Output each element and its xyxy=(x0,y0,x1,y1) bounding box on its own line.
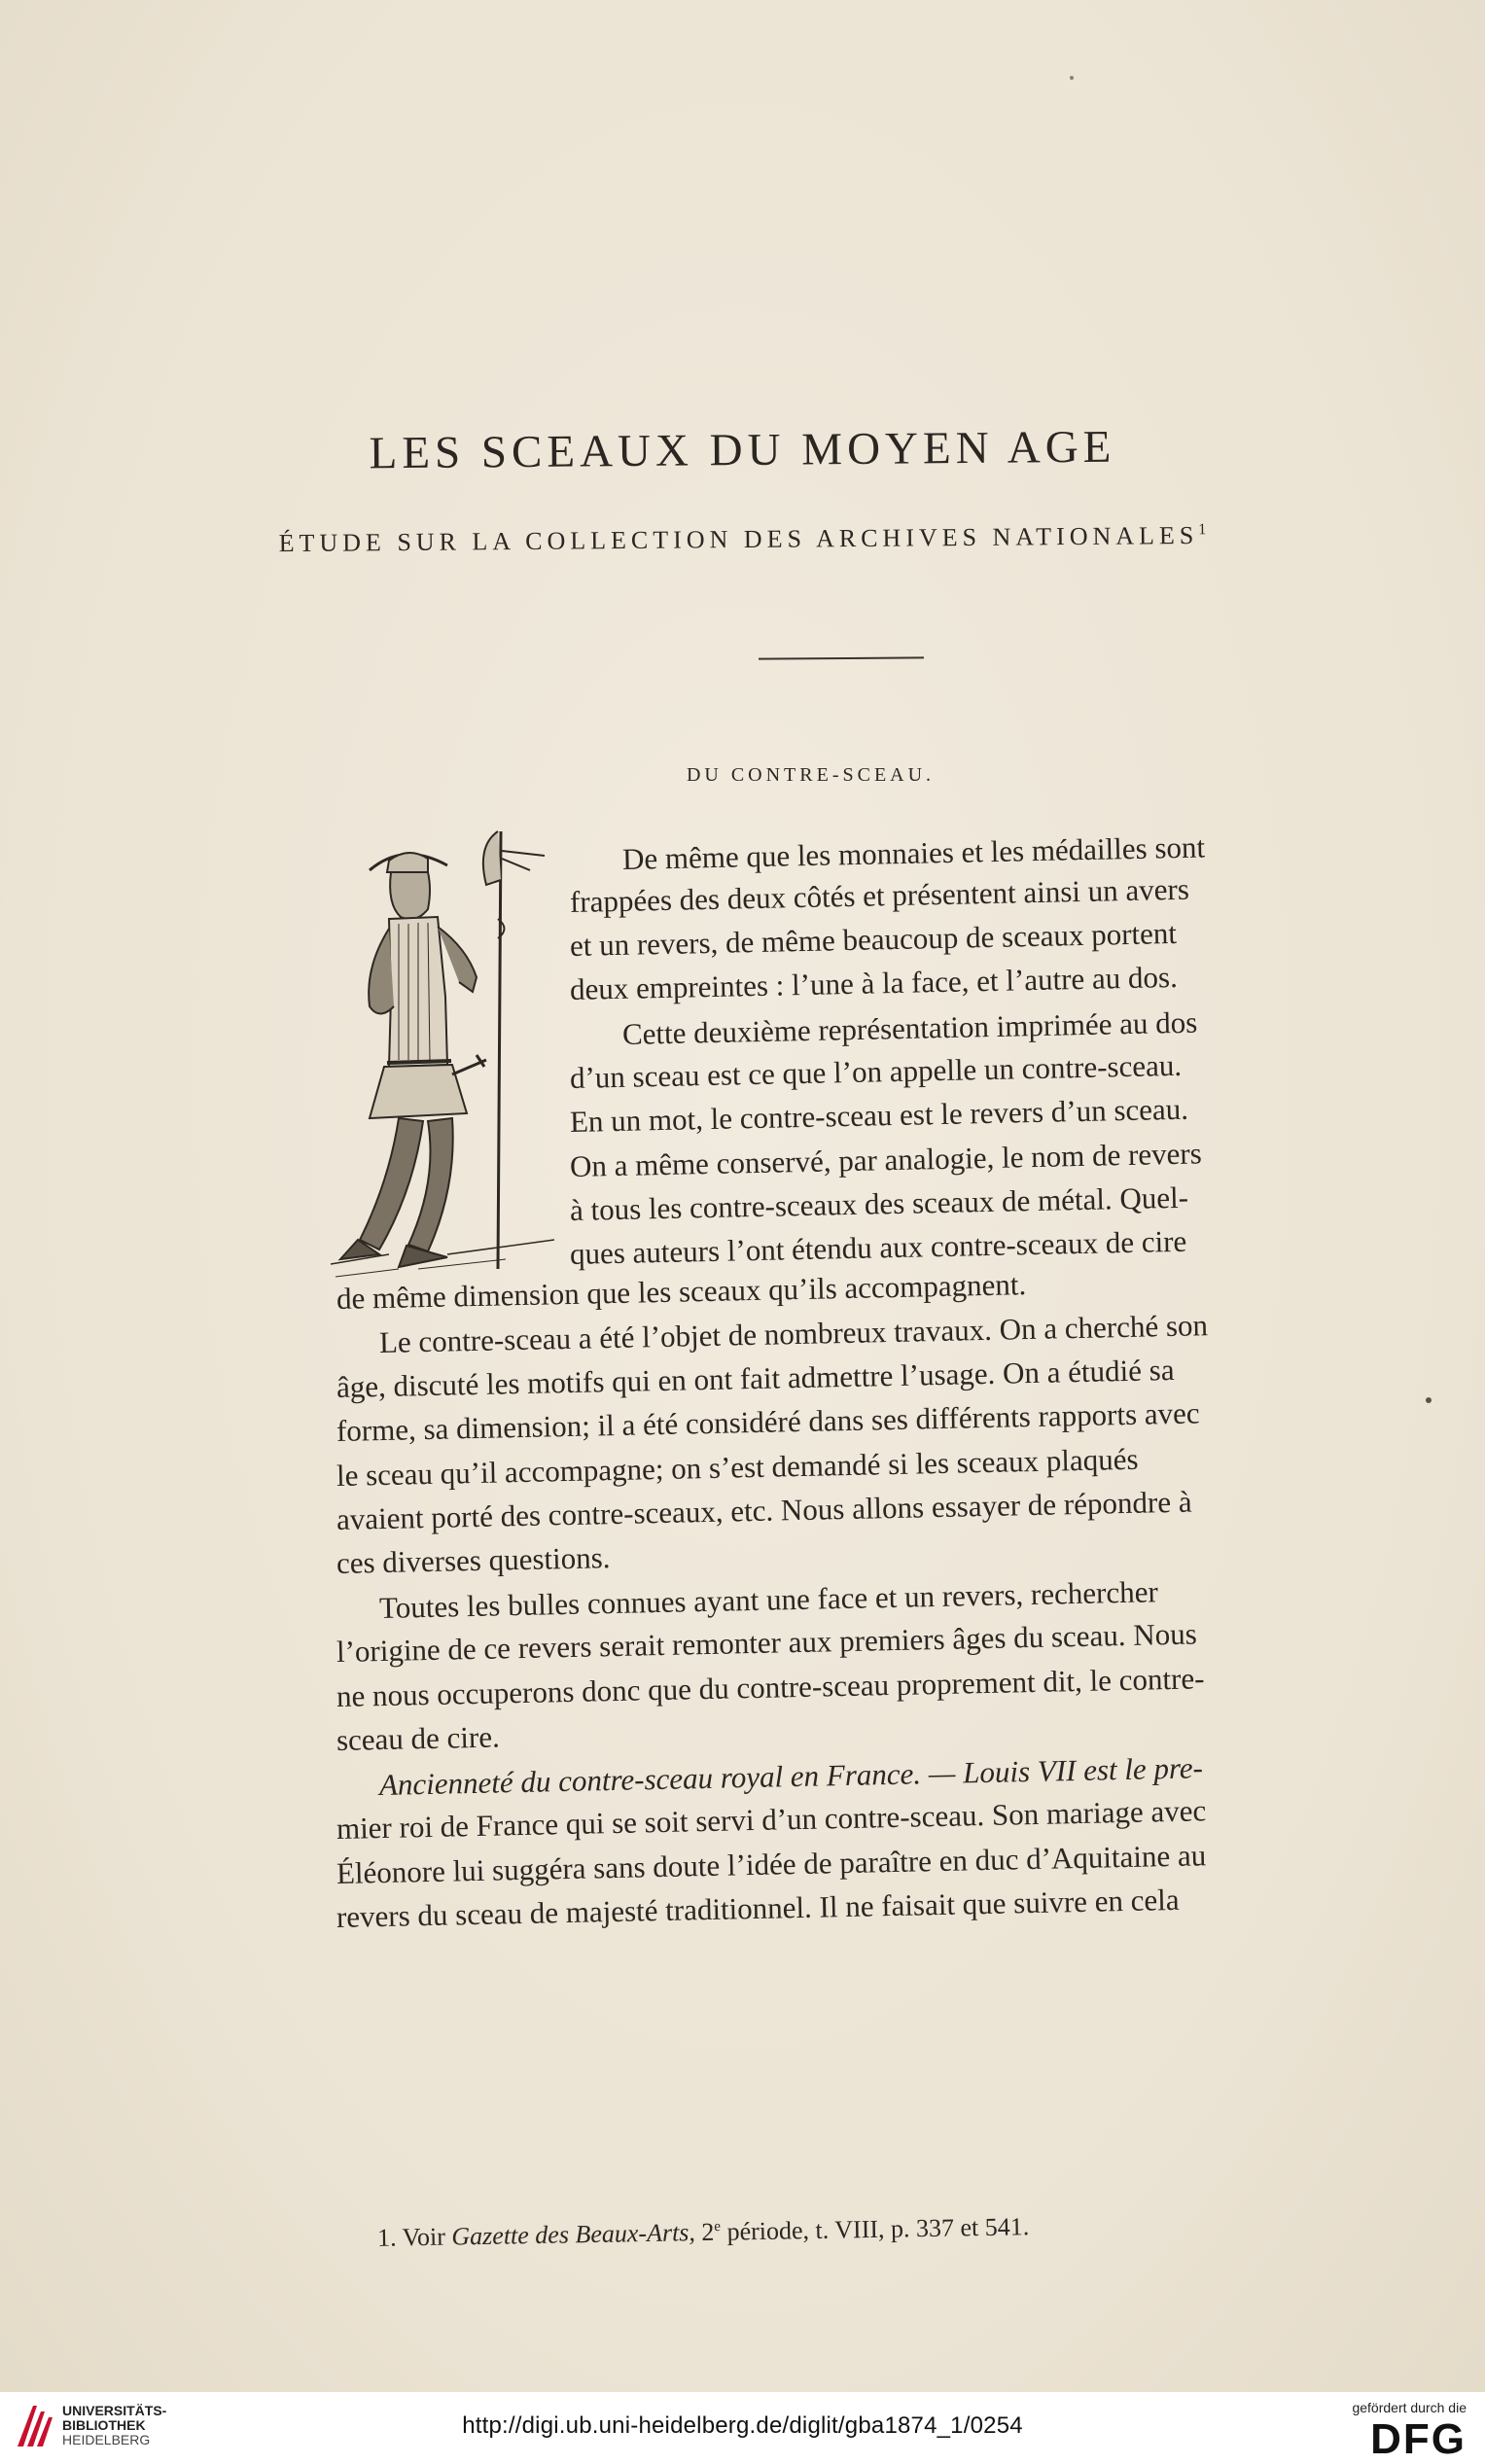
paper-speck xyxy=(1070,76,1074,80)
body-line: avaient porté des contre-sceaux, etc. Nous allons essayer de répondre à xyxy=(336,1484,1192,1536)
page-title: LES SCEAUX DU MOYEN AGE xyxy=(369,421,1116,479)
footnote-period-number: 2 xyxy=(701,2217,715,2247)
sponsor-text: gefördert durch die xyxy=(1352,2400,1467,2415)
body-line: On a même conservé, par analogie, le nom de revers xyxy=(569,1136,1203,1183)
body-line: ques auteurs l’ont étendu aux contre-sceaux de cire xyxy=(569,1223,1187,1271)
paper-speck xyxy=(1426,1397,1432,1403)
page-subtitle xyxy=(0,518,1485,560)
body-line: En un mot, le contre-sceau est le revers d’un sceau. xyxy=(569,1091,1189,1139)
title-divider xyxy=(759,656,924,659)
body-line-italic: Ancienneté du contre-sceau royal en France. — Louis VII est le pre- xyxy=(378,1750,1204,1802)
body-line: mier roi de France qui se soit servi d’un contre-sceau. Son mariage avec xyxy=(336,1793,1207,1846)
section-heading: DU CONTRE-SCEAU. xyxy=(686,764,936,786)
body-line: de même dimension que les sceaux qu’ils accompagnent. xyxy=(336,1267,1027,1316)
subtitle-footnote-marker: 1 xyxy=(1198,521,1207,539)
footnote-journal: Gazette des Beaux-Arts, xyxy=(451,2218,696,2251)
permalink-url[interactable]: http://digi.ub.uni-heidelberg.de/diglit/gba1874_1/0254 xyxy=(462,2412,1023,2439)
body-line: ces diverses questions. xyxy=(336,1540,611,1580)
body-line: revers du sceau de majesté traditionnel. Il ne faisait que suivre en cela xyxy=(336,1882,1180,1934)
body-line: à tous les contre-sceaux des sceaux de métal. Quel- xyxy=(569,1179,1189,1227)
subtitle-text: ÉTUDE SUR LA COLLECTION DES ARCHIVES NATIONALES xyxy=(278,520,1199,558)
footnote-number: 1. xyxy=(376,2223,397,2252)
body-line: De même que les monnaies et les médailles sont xyxy=(621,829,1206,876)
body-line: sceau de cire. xyxy=(336,1719,501,1757)
body-line: deux empreintes : l’une à la face, et l’autre au dos. xyxy=(569,959,1179,1006)
library-name-line2[interactable]: BIBLIOTHEK xyxy=(62,2417,146,2433)
body-line: Cette deuxième représentation imprimée au dos xyxy=(621,1004,1198,1051)
footnote-rest: période, t. VIII, p. 337 et 541. xyxy=(726,2212,1030,2246)
body-line: et un revers, de même beaucoup de sceaux portent xyxy=(569,915,1178,963)
library-name-line1[interactable]: UNIVERSITÄTS- xyxy=(62,2403,167,2418)
body-line: âge, discuté les motifs qui en ont fait admettre l’usage. On a étudié sa xyxy=(336,1352,1175,1404)
footnote-period-sup: e xyxy=(714,2219,722,2235)
body-line: d’un sceau est ce que l’on appelle un contre-sceau. xyxy=(569,1047,1183,1095)
body-line: frappées des deux côtés et présentent ainsi un avers xyxy=(569,871,1190,919)
footnote-prefix: Voir xyxy=(402,2222,446,2252)
knight-illustration xyxy=(331,812,554,1288)
body-line: ne nous occuperons donc que du contre-sceau proprement dit, le contre- xyxy=(336,1661,1205,1713)
body-line: Toutes les bulles connues ayant une face et un revers, rechercher xyxy=(378,1574,1159,1625)
dfg-logo[interactable]: DFG xyxy=(1370,2415,1467,2463)
body-line: forme, sa dimension; il a été considéré dans ses différents rapports avec xyxy=(336,1395,1200,1448)
footnote xyxy=(377,2212,1030,2253)
body-line: l’origine de ce revers serait remonter aux premiers âges du sceau. Nous xyxy=(336,1616,1198,1669)
body-line: Le contre-sceau a été l’objet de nombreux travaux. On a cherché son xyxy=(378,1308,1209,1359)
body-line: le sceau qu’il accompagne; on s’est demandé si les sceaux plaqués xyxy=(336,1441,1139,1493)
library-name-line3[interactable]: HEIDELBERG xyxy=(62,2432,151,2447)
body-line: Éléonore lui suggéra sans doute l’idée de paraître en duc d’Aquitaine au xyxy=(336,1838,1207,1890)
